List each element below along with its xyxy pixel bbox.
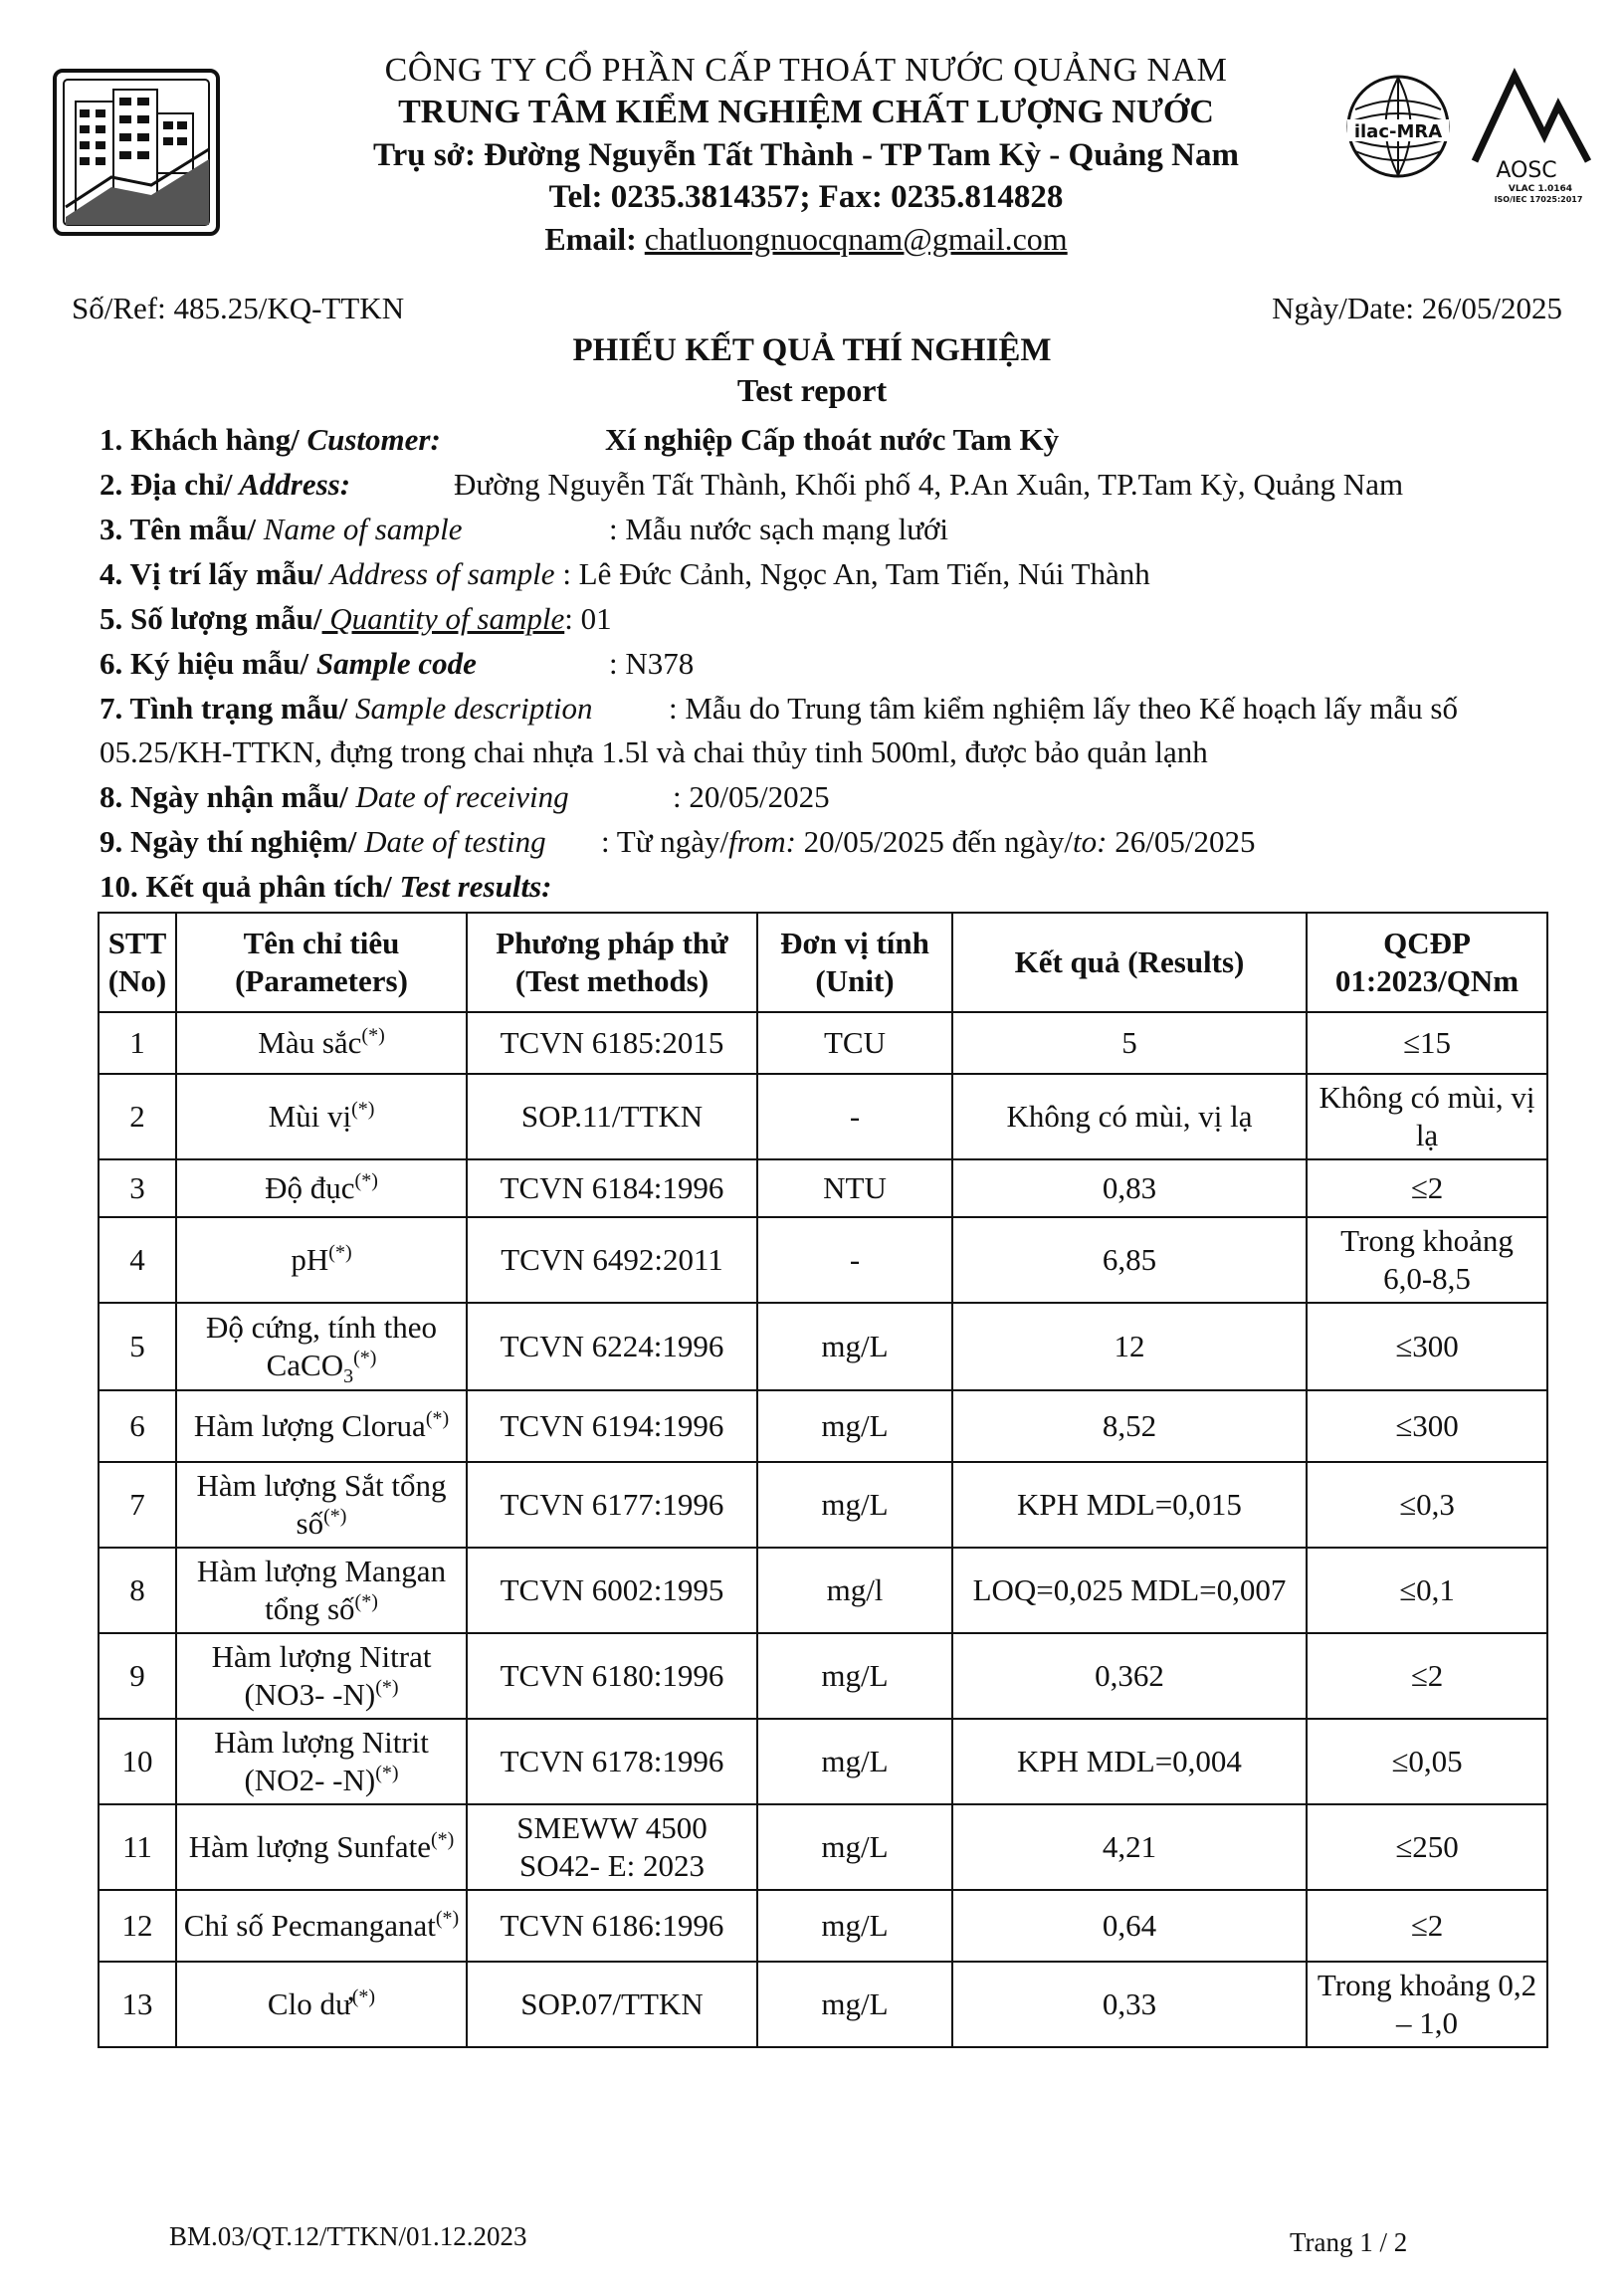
testing-value: : Từ ngày/from: 20/05/2025 đến ngày/to: 26/05/2025 <box>601 824 1256 859</box>
cell-param: Độ đục(*) <box>176 1159 467 1217</box>
aosc-iso: ISO/IEC 17025:2017 <box>1494 195 1583 204</box>
page-number: Trang 1 / 2 <box>1290 2227 1408 2257</box>
aosc-logo <box>1467 66 1596 205</box>
cell-method: TCVN 6178:1996 <box>467 1719 757 1804</box>
company-email-line <box>259 221 1353 258</box>
cell-standard: ≤15 <box>1307 1012 1547 1074</box>
customer-value: Xí nghiệp Cấp thoát nước Tam Kỳ <box>605 422 1060 457</box>
sample-address-line: 4. Vị trí lấy mẫu/ Address of sample : Lê Đức Cảnh, Ngọc An, Tam Tiến, Núi Thành <box>100 556 1150 591</box>
sample-description-value-1: : Mẫu do Trung tâm kiểm nghiệm lấy theo Kế hoạch lấy mẫu số <box>669 691 1458 726</box>
cell-unit: mg/L <box>757 1303 952 1390</box>
cell-result: 6,85 <box>952 1217 1307 1303</box>
address-value: Đường Nguyễn Tất Thành, Khối phố 4, P.An Xuân, TP.Tam Kỳ, Quảng Nam <box>454 467 1404 502</box>
cell-no: 7 <box>99 1462 176 1548</box>
cell-method: TCVN 6194:1996 <box>467 1390 757 1462</box>
cell-param: Chỉ số Pecmanganat(*) <box>176 1890 467 1962</box>
cell-result: 0,362 <box>952 1633 1307 1719</box>
email-label: Email: <box>544 221 645 257</box>
cell-unit: - <box>757 1217 952 1303</box>
address-line <box>100 467 350 503</box>
cell-method: SOP.11/TTKN <box>467 1074 757 1159</box>
sample-description-line: 7. Tình trạng mẫu/ Sample description <box>100 691 593 726</box>
cell-param: Hàm lượng Sunfate(*) <box>176 1804 467 1890</box>
cell-method: TCVN 6186:1996 <box>467 1890 757 1962</box>
cell-no: 1 <box>99 1012 176 1074</box>
cell-no: 10 <box>99 1719 176 1804</box>
report-subtitle: Test report <box>736 372 888 408</box>
address-label-en: Address: <box>232 467 351 502</box>
cell-no: 11 <box>99 1804 176 1890</box>
cell-param: Màu sắc(*) <box>176 1012 467 1074</box>
table-row <box>99 1217 1547 1303</box>
cell-unit: mg/L <box>757 1719 952 1804</box>
cell-result: 8,52 <box>952 1390 1307 1462</box>
table-row <box>99 1890 1547 1962</box>
ilac-text: ilac-MRA <box>1353 121 1443 142</box>
reference-number: Số/Ref: 485.25/KQ-TTKN <box>72 291 405 325</box>
sample-code-line: 6. Ký hiệu mẫu/ Sample code <box>100 646 477 681</box>
cell-unit: mg/L <box>757 1390 952 1462</box>
company-address: Trụ sở: Đường Nguyễn Tất Thành - TP Tam Kỳ - Quảng Nam <box>373 137 1239 173</box>
email-link[interactable]: chatluongnuocqnam@gmail.com <box>644 221 1068 257</box>
company-phone: Tel: 0235.3814357; Fax: 0235.814828 <box>548 179 1064 215</box>
cell-result: 4,21 <box>952 1804 1307 1890</box>
cell-param: Hàm lượng Mangan tổng số(*) <box>176 1548 467 1633</box>
cell-no: 5 <box>99 1303 176 1390</box>
cell-param: Clo dư(*) <box>176 1962 467 2047</box>
table-row <box>99 1548 1547 1633</box>
cell-param: Hàm lượng Clorua(*) <box>176 1390 467 1462</box>
cell-param: Hàm lượng Nitrit (NO2- -N)(*) <box>176 1719 467 1804</box>
cell-param: Độ cứng, tính theo CaCO$_3$(*) <box>176 1303 467 1390</box>
col-result-header: Kết quả (Results) <box>952 913 1307 1012</box>
customer-label: 1. Khách hàng/ <box>100 422 300 457</box>
sample-name-line: 3. Tên mẫu/ Name of sample <box>100 512 463 546</box>
ilac-mra-logo <box>1343 72 1453 181</box>
col-param-header: Tên chỉ tiêu (Parameters) <box>176 913 467 1012</box>
table-row <box>99 1012 1547 1074</box>
cell-standard: Trong khoảng 0,2 – 1,0 <box>1307 1962 1547 2047</box>
cell-unit: mg/L <box>757 1890 952 1962</box>
cell-unit: mg/L <box>757 1804 952 1890</box>
cell-no: 8 <box>99 1548 176 1633</box>
cell-standard: ≤2 <box>1307 1890 1547 1962</box>
cell-method: TCVN 6185:2015 <box>467 1012 757 1074</box>
cell-method: SOP.07/TTKN <box>467 1962 757 2047</box>
cell-method: TCVN 6002:1995 <box>467 1548 757 1633</box>
cell-method: TCVN 6224:1996 <box>467 1303 757 1390</box>
table-header-row <box>99 913 1547 1012</box>
form-code: BM.03/QT.12/TTKN/01.12.2023 <box>169 2221 527 2251</box>
table-row <box>99 1962 1547 2047</box>
receiving-line: 8. Ngày nhận mẫu/ Date of receiving <box>100 779 569 814</box>
table-row <box>99 1633 1547 1719</box>
quantity-line: 5. Số lượng mẫu/ Quantity of sample: 01 <box>100 601 612 636</box>
col-no-header: STT (No) <box>99 913 176 1012</box>
address-label: 2. Địa chỉ/ <box>100 467 233 502</box>
cell-no: 3 <box>99 1159 176 1217</box>
cell-result: Không có mùi, vị lạ <box>952 1074 1307 1159</box>
cell-method: TCVN 6177:1996 <box>467 1462 757 1548</box>
sample-description-value-2: 05.25/KH-TTKN, đựng trong chai nhựa 1.5l và chai thủy tinh 500ml, được bảo quản lạnh <box>100 734 1208 769</box>
col-method-header: Phương pháp thử (Test methods) <box>467 913 757 1012</box>
cell-param: Mùi vị(*) <box>176 1074 467 1159</box>
customer-label-en: Customer: <box>299 422 441 457</box>
col-std-header: QCĐP 01:2023/QNm <box>1307 913 1547 1012</box>
results-table <box>98 912 1548 2048</box>
aosc-text: AOSC <box>1496 158 1557 183</box>
testing-line: 9. Ngày thí nghiệm/ Date of testing <box>100 824 546 859</box>
report-date: Ngày/Date: 26/05/2025 <box>1272 291 1562 325</box>
sample-code-value: : N378 <box>609 646 695 681</box>
cell-param: Hàm lượng Sắt tổng số(*) <box>176 1462 467 1548</box>
cell-method: TCVN 6184:1996 <box>467 1159 757 1217</box>
table-row <box>99 1462 1547 1548</box>
cell-result: 0,83 <box>952 1159 1307 1217</box>
cell-method: SMEWW 4500 SO42- E: 2023 <box>467 1804 757 1890</box>
cell-standard: Không có mùi, vị lạ <box>1307 1074 1547 1159</box>
cell-unit: mg/l <box>757 1548 952 1633</box>
cell-unit: TCU <box>757 1012 952 1074</box>
cell-param: Hàm lượng Nitrat (NO3- -N)(*) <box>176 1633 467 1719</box>
receiving-value: : 20/05/2025 <box>673 779 830 814</box>
cell-result: 0,33 <box>952 1962 1307 2047</box>
company-name: CÔNG TY CỔ PHẦN CẤP THOÁT NƯỚC QUẢNG NAM <box>384 52 1228 89</box>
table-row <box>99 1159 1547 1217</box>
center-name: TRUNG TÂM KIỂM NGHIỆM CHẤT LƯỢNG NƯỚC <box>398 94 1214 130</box>
cell-no: 12 <box>99 1890 176 1962</box>
cell-unit: - <box>757 1074 952 1159</box>
cell-unit: mg/L <box>757 1462 952 1548</box>
cell-result: 5 <box>952 1012 1307 1074</box>
cell-no: 4 <box>99 1217 176 1303</box>
table-row <box>99 1804 1547 1890</box>
cell-result: LOQ=0,025 MDL=0,007 <box>952 1548 1307 1633</box>
table-row <box>99 1390 1547 1462</box>
table-row <box>99 1719 1547 1804</box>
table-row <box>99 1303 1547 1390</box>
cell-result: 12 <box>952 1303 1307 1390</box>
quantity-value: : 01 <box>564 601 612 636</box>
report-title: PHIẾU KẾT QUẢ THÍ NGHIỆM <box>572 332 1052 368</box>
sample-address-value: : Lê Đức Cảnh, Ngọc An, Tam Tiến, Núi Thành <box>554 556 1150 591</box>
cell-unit: mg/L <box>757 1633 952 1719</box>
table-row <box>99 1074 1547 1159</box>
cell-no: 2 <box>99 1074 176 1159</box>
cell-standard: Trong khoảng 6,0-8,5 <box>1307 1217 1547 1303</box>
cell-standard: ≤0,1 <box>1307 1548 1547 1633</box>
cell-standard: ≤2 <box>1307 1159 1547 1217</box>
cell-standard: ≤2 <box>1307 1633 1547 1719</box>
cell-result: 0,64 <box>952 1890 1307 1962</box>
sample-name-value: : Mẫu nước sạch mạng lưới <box>609 512 949 546</box>
cell-standard: ≤0,3 <box>1307 1462 1547 1548</box>
customer-line <box>100 422 441 458</box>
results-heading: 10. Kết quả phân tích/ Test results: <box>100 869 552 904</box>
col-unit-header: Đơn vị tính (Unit) <box>757 913 952 1012</box>
cell-no: 6 <box>99 1390 176 1462</box>
cell-param: pH(*) <box>176 1217 467 1303</box>
cell-no: 9 <box>99 1633 176 1719</box>
cell-result: KPH MDL=0,004 <box>952 1719 1307 1804</box>
cell-unit: NTU <box>757 1159 952 1217</box>
aosc-code: VLAC 1.0164 <box>1508 184 1573 194</box>
cell-no: 13 <box>99 1962 176 2047</box>
cell-standard: ≤0,05 <box>1307 1719 1547 1804</box>
cell-result: KPH MDL=0,015 <box>952 1462 1307 1548</box>
cell-standard: ≤250 <box>1307 1804 1547 1890</box>
cell-method: TCVN 6180:1996 <box>467 1633 757 1719</box>
cell-standard: ≤300 <box>1307 1390 1547 1462</box>
cell-unit: mg/L <box>757 1962 952 2047</box>
cell-standard: ≤300 <box>1307 1303 1547 1390</box>
cell-method: TCVN 6492:2011 <box>467 1217 757 1303</box>
company-logo <box>52 68 221 237</box>
